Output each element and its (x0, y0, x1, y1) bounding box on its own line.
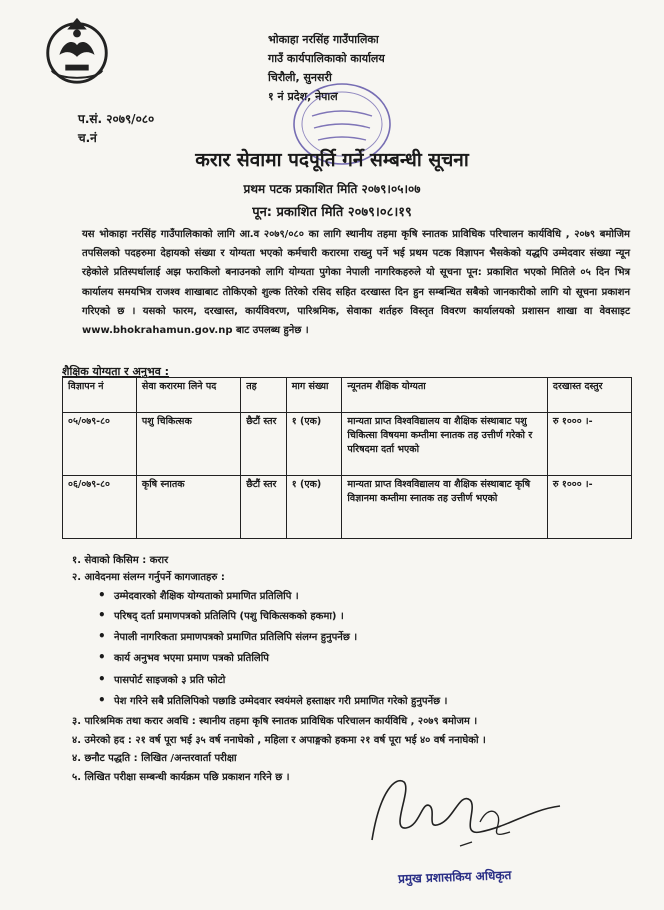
nepal-emblem-logo (38, 12, 116, 90)
cell-demand: १ (एक) (286, 413, 342, 476)
cell-post: कृषि स्नातक (136, 476, 240, 539)
province-line: १ नं प्रदेश, नेपाल (268, 90, 338, 103)
qualification-heading: शैक्षिक योग्यता र अनुभव : (62, 365, 170, 378)
col-qualification: न्यूनतम शैक्षिक योग्यता (342, 378, 548, 413)
cell-level: छैटौं स्तर (241, 476, 287, 539)
handwritten-signature (360, 770, 600, 860)
first-published-date: प्रथम पटक प्रकाशित मिति २०७९।०५।०७ (243, 182, 421, 196)
cell-fee: रु १००० ।- (547, 476, 631, 539)
note-documents-heading: २. आवेदनमा संलग्न गर्नुपर्ने कागजातहरु : (72, 572, 225, 583)
reference-block (78, 110, 154, 148)
office-name: गाउँ कार्यपालिकाको कार्यालय (268, 52, 385, 65)
cell-level: छैटौं स्तर (241, 413, 287, 476)
list-item: • उम्मेदवारको शैक्षिक योग्यताको प्रमाणित प्रतिलिपि । (98, 588, 299, 602)
note-service-type: १. सेवाको किसिम : करार (72, 555, 169, 566)
list-item: • कार्य अनुभव भएमा प्रमाण पत्रको प्रतिलिपि (98, 650, 269, 664)
notice-title: करार सेवामा पदपूर्ति गर्ने सम्बन्धी सूचना (195, 149, 469, 171)
office-address: चिरौली, सुनसरी (268, 71, 332, 84)
municipality-name: भोकाहा नरसिंह गाउँपालिका (268, 33, 379, 46)
col-level: तह (241, 378, 287, 413)
list-item: • नेपाली नागरिकता प्रमाणपत्रको प्रमाणित प्रतिलिपि संलग्न हुनुपर्नेछ । (98, 629, 357, 643)
dispatch-number: च.नं (78, 131, 97, 145)
col-post: सेवा करारमा लिने पद (136, 378, 240, 413)
col-demand: माग संख्या (286, 378, 342, 413)
ref-number: प.सं. २०७९/०८० (78, 112, 155, 126)
note-remuneration: ३. पारिश्रमिक तथा करार अवधि : स्थानीय तहमा कृषि स्नातक प्राविधिक परिचालन कार्यविधि , २०७९ बमोजम । (72, 716, 478, 727)
cell-qualification: मान्यता प्राप्त विश्वविद्यालय वा शैक्षिक संस्थाबाट पशु चिकित्सा विषयमा कम्तीमा स्नातक तह उत्तीर्ण गरेको र परिषदमा दर्ता भएको (342, 413, 548, 476)
cell-ad-no: ०५/०७९-८० (63, 413, 137, 476)
table-header-row (63, 378, 632, 413)
list-item: • परिषद् दर्ता प्रमाणपत्रको प्रतिलिपि (पशु चिकित्सकको हकमा) । (98, 608, 344, 622)
table-row (63, 413, 632, 476)
cell-qualification: मान्यता प्राप्त विश्वविद्यालय वा शैक्षिक संस्थाबाट कृषि विज्ञानमा कम्तीमा स्नातक तह उत्तीर्ण भएको (342, 476, 548, 539)
list-item: • पासपोर्ट साइजको ३ प्रति फोटो (98, 672, 225, 686)
signatory-title: प्रमुख प्रशासकिय अधिकृत (397, 868, 512, 886)
cell-demand: १ (एक) (286, 476, 342, 539)
col-fee: दरखास्त दस्तुर (547, 378, 631, 413)
list-item: • पेश गरिने सबै प्रतिलिपिको पछाडि उम्मेदवार स्वयंमले हस्ताक्षर गरी प्रमाणित गरेको हुनुपर्नेछ । (98, 693, 447, 707)
note-selection-method: ४. छनौट पद्धति : लिखित /अन्तरवार्ता परीक्षा (72, 753, 237, 764)
table-row (63, 476, 632, 539)
republished-date: पून: प्रकाशित मिति २०७९।०८।१९ (252, 205, 412, 220)
cell-ad-no: ०६/०७९-८० (63, 476, 137, 539)
cell-post: पशु चिकित्सक (136, 413, 240, 476)
note-age-limit: ४. उमेरको हद : २१ वर्ष पूरा भई ३५ वर्ष ननाघेको , महिला र अपाङ्गको हकमा २१ वर्ष पूरा भई ४० वर्ष ननाघेको । (72, 735, 486, 746)
col-ad-no: विज्ञापन नं (63, 378, 137, 413)
cell-fee: रु १००० ।- (547, 413, 631, 476)
vacancy-table (62, 377, 632, 539)
note-exam-schedule: ५. लिखित परीक्षा सम्बन्धी कार्यक्रम पछि प्रकाशन गरिने छ । (72, 772, 290, 783)
notice-body: यस भोकाहा नरसिंह गाउँपालिकाको लागि आ.व २०७९/०८० का लागि स्थानीय तहमा कृषि स्नातक प्राविधिक परिचालन कार्यविधि , २०७९ बमोजिम तपसिलको पदहरुमा देहायको संख्या र योग्यता भएको कर्मचारी करारमा राख्नु पर्ने भई प्रथम पटक विज्ञापन भैसकेको यद्धपि उम्मेदवार संख्या न्यून रहेकोले प्रतिस्पर्धालाई अझ फराकिलो बनाउनको लागि योग्यता पुगेका नेपाली नागरिकहरुले यो सूचना पून: प्रकाशित भएको मितिले ०५ दिन भित्र कार्यालय समयभित्र राजश्व शाखाबाट तोकिएको शुल्क तिरेको रसिद सहित दरखास्त दिन हुन सम्बन्धित सबैको जानकारीको लागि यो सूचना प्रकाशन गरिएको छ । यसको फारम, दरखास्त, कार्यविवरण, पारिश्रमिक, सेवाका शर्तहरु विस्तृत विवरण कार्यालयको प्रशासन शाखा वा वेवसाइट www.bhokrahamun.gov.np बाट उपलब्ध हुनेछ । (82, 229, 630, 337)
